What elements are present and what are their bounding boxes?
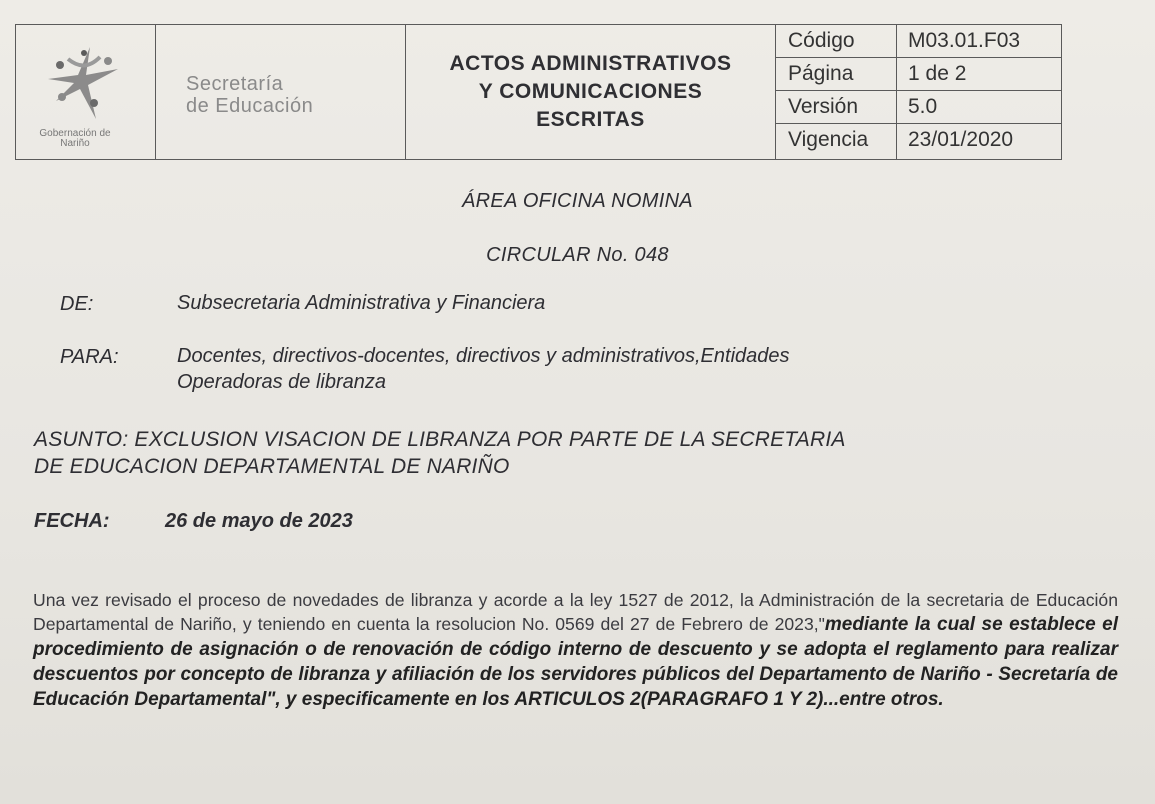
- meta-value: 1 de 2: [908, 62, 967, 85]
- de-value: Subsecretaria Administrativa y Financiera: [177, 292, 546, 314]
- meta-key: Página: [788, 62, 854, 85]
- title-line2: Y COMUNICACIONES: [478, 80, 703, 103]
- meta-key: Vigencia: [788, 128, 869, 151]
- asunto-line2: DE EDUCACION DEPARTAMENTAL DE NARIÑO: [34, 455, 510, 478]
- meta-key: Versión: [788, 95, 859, 118]
- meta-cell: [776, 25, 1061, 159]
- document-type-title: [450, 50, 732, 134]
- meta-value: M03.01.F03: [908, 29, 1021, 52]
- body-bold: mediante la cual se establece el procedimiento de asignación o de renovación de código interno de descuento y se adopta el reglamento para realizar descuentos por concepto de libranza y afiliación de los servidores públicos del Departamento de Nariño - Secretaría de Educación Departamental", y especificamente en los ARTICULOS 2(PARAGRAFO 1 Y 2)...entre otros.: [33, 614, 1118, 710]
- title-line3: ESCRITAS: [536, 108, 645, 131]
- header-table: [15, 24, 1062, 160]
- para-value: [177, 343, 790, 395]
- para-line2: Operadoras de libranza: [177, 371, 387, 393]
- title-cell: [406, 25, 776, 159]
- circular-number: CIRCULAR No. 048: [486, 244, 669, 266]
- meta-row-pagina: [776, 58, 1061, 91]
- para-line1: Docentes, directivos-docentes, directivos y administrativos,Entidades: [177, 345, 790, 367]
- secretaria-line1: Secretaría: [186, 73, 284, 95]
- meta-row-version: [776, 91, 1061, 124]
- meta-row-vigencia: [776, 124, 1061, 159]
- fecha-value: 26 de mayo de 2023: [165, 510, 353, 532]
- secretaria-name: [186, 73, 313, 117]
- secretaria-cell: [156, 25, 406, 159]
- body-paragraph: [33, 588, 1118, 712]
- asunto-line1: ASUNTO: EXCLUSION VISACION DE LIBRANZA POR PARTE DE LA SECRETARIA: [34, 428, 846, 451]
- secretaria-line2: de Educación: [186, 95, 314, 117]
- body-plain: Una vez revisado el proceso de novedades de libranza y acorde a la ley 1527 de 2012, la Administración de la secretaria de Educación Departamental de Nariño, y teniendo en cuenta la resolucion No. 0569 del 27 de Febrero de 2023,": [33, 590, 1118, 634]
- meta-key: Código: [788, 29, 855, 52]
- de-label: DE:: [60, 293, 94, 315]
- logo-cell: [16, 25, 156, 159]
- area-heading: ÁREA OFICINA NOMINA: [462, 190, 693, 212]
- gobernacion-logo-icon: [38, 39, 128, 124]
- logo-caption: Gobernación de Nariño: [39, 128, 111, 149]
- meta-value: 5.0: [908, 95, 938, 118]
- meta-row-codigo: [776, 25, 1061, 58]
- meta-value: 23/01/2020: [908, 128, 1014, 151]
- title-line1: ACTOS ADMINISTRATIVOS: [449, 52, 732, 75]
- para-label: PARA:: [60, 346, 119, 368]
- asunto: [34, 426, 1074, 480]
- fecha-label: FECHA:: [34, 510, 110, 532]
